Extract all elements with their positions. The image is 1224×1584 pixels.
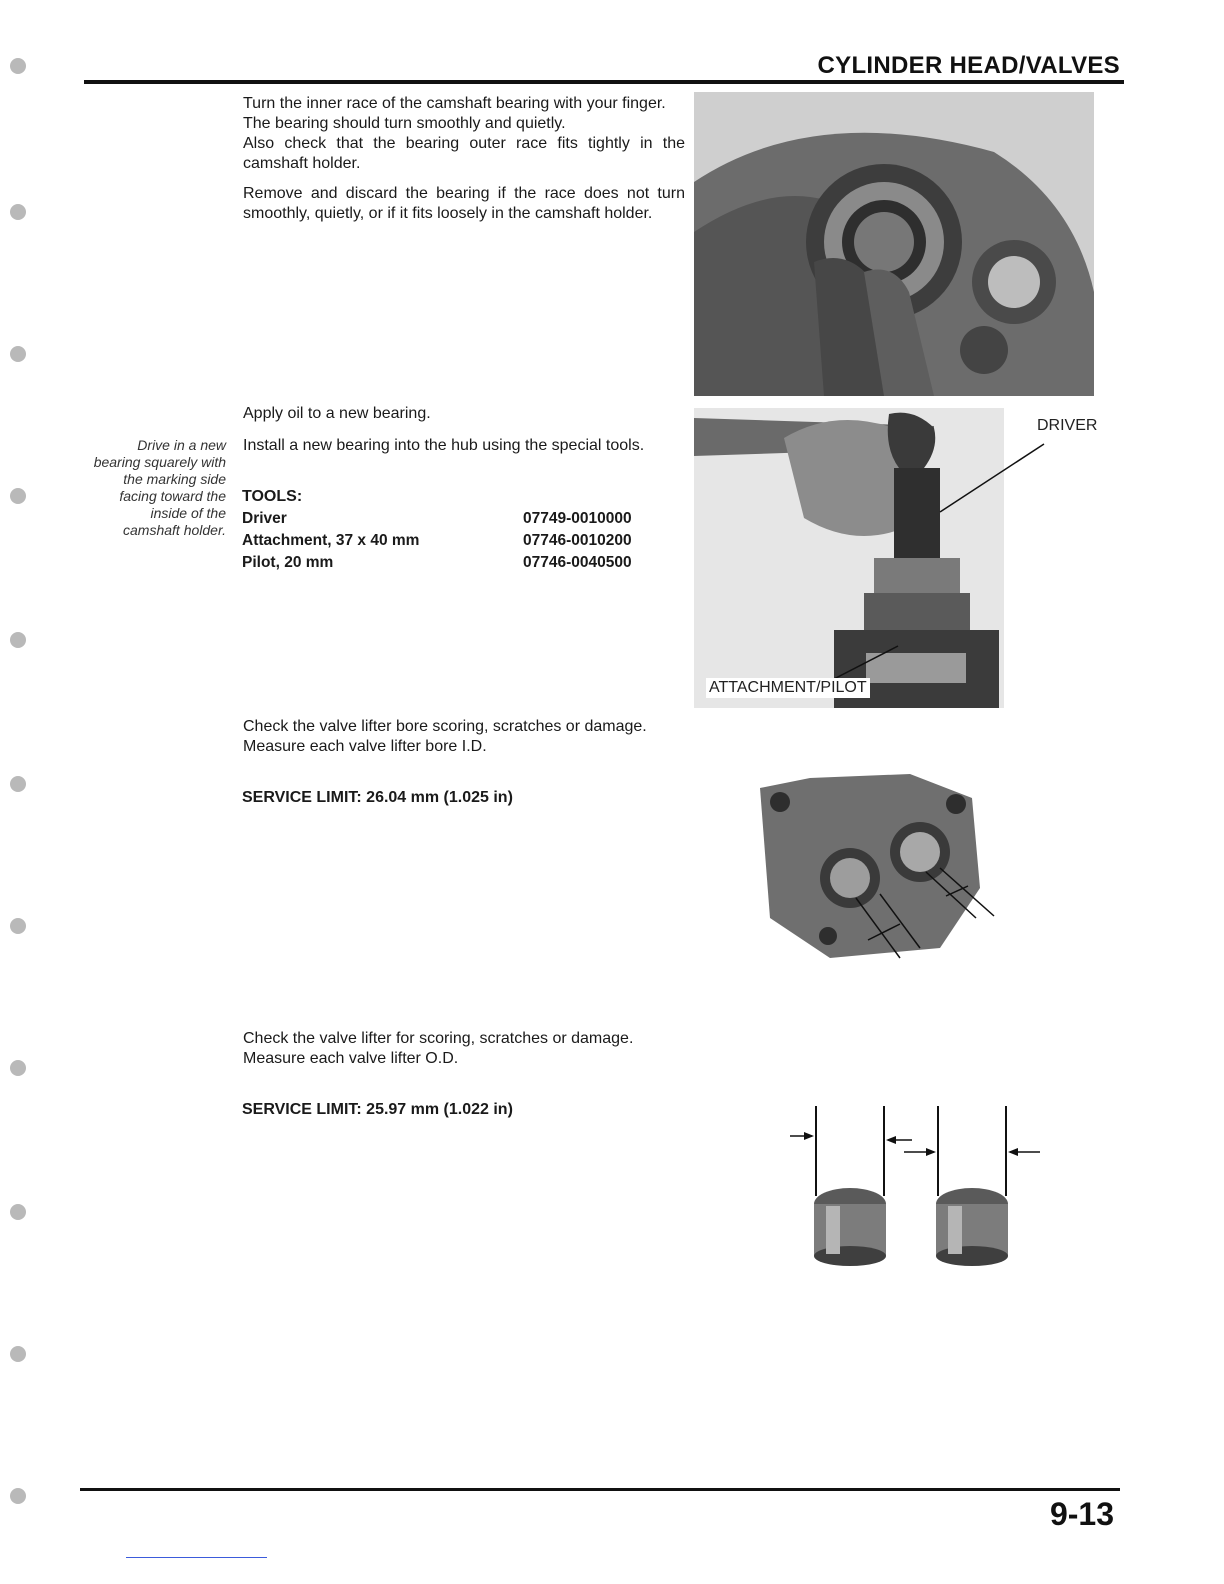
punch-hole (10, 346, 26, 362)
lifter-service-limit: SERVICE LIMIT: 25.97 mm (1.022 in) (242, 1101, 513, 1118)
tool-number: 07746-0010200 (523, 532, 632, 549)
apply-oil-text: Apply oil to a new bearing. (243, 405, 431, 422)
driver-label: DRIVER (1034, 416, 1100, 436)
lifter-bore-photo (750, 768, 1002, 966)
bearing-photo-graphic (694, 92, 1094, 396)
tool-number: 07749-0010000 (523, 510, 632, 527)
driver-leader-lines (694, 408, 1114, 708)
footer-rule (80, 1488, 1120, 1491)
punch-hole (10, 204, 26, 220)
lifter-line: Measure each valve lifter O.D. (243, 1050, 459, 1067)
bearing-check-line: Also check that the bearing outer race fits tightly in the camshaft holder. (243, 135, 685, 172)
lifter-bore-service-limit: SERVICE LIMIT: 26.04 mm (1.025 in) (242, 789, 513, 806)
punch-hole (10, 1204, 26, 1220)
punch-hole (10, 58, 26, 74)
punch-hole (10, 776, 26, 792)
tool-name: Driver (242, 510, 287, 527)
tool-name: Attachment, 37 x 40 mm (242, 532, 420, 549)
footer-link-underline (126, 1557, 267, 1558)
bearing-remove-text: Remove and discard the bearing if the race does not turn smoothly, quietly, or if it fits loosely in the camshaft holder. (243, 185, 685, 222)
tool-name: Pilot, 20 mm (242, 554, 334, 571)
lifter-bore-text (243, 717, 685, 757)
page-number: 9-13 (1049, 1496, 1114, 1532)
punch-hole (10, 1060, 26, 1076)
holder-photo-graphic (750, 768, 1002, 966)
lifter-diagram (780, 1094, 1050, 1270)
lifter-bore-line: Check the valve lifter bore scoring, scratches or damage. (243, 718, 647, 735)
bearing-check-line: The bearing should turn smoothly and quietly. (243, 115, 566, 132)
side-note: Drive in a new bearing squarely with the marking side facing toward the inside of the camshaft holder. (93, 437, 226, 538)
bearing-check-photo (694, 92, 1094, 396)
lifter-diagram-graphic (780, 1094, 1050, 1270)
install-bearing-text: Install a new bearing into the hub using the special tools. (243, 437, 645, 454)
lifter-text (243, 1029, 685, 1069)
punch-hole (10, 632, 26, 648)
header-rule (84, 80, 1124, 84)
tool-number: 07746-0040500 (523, 554, 632, 571)
bearing-check-line: Turn the inner race of the camshaft bearing with your finger. (243, 95, 666, 112)
punch-hole (10, 918, 26, 934)
attachment-leader-line (832, 646, 898, 680)
lifter-line: Check the valve lifter for scoring, scratches or damage. (243, 1030, 634, 1047)
bearing-check-text (243, 94, 685, 224)
punch-hole (10, 1346, 26, 1362)
lifter-bore-line: Measure each valve lifter bore I.D. (243, 738, 487, 755)
tools-heading: TOOLS: (242, 488, 303, 505)
attachment-pilot-label: ATTACHMENT/PILOT (706, 678, 870, 698)
driver-leader-line (940, 444, 1044, 512)
tool-row (242, 510, 662, 532)
tool-row (242, 532, 662, 554)
section-title: CYLINDER HEAD/VALVES (817, 52, 1120, 79)
tool-row (242, 554, 662, 576)
punch-hole (10, 1488, 26, 1504)
punch-hole (10, 488, 26, 504)
